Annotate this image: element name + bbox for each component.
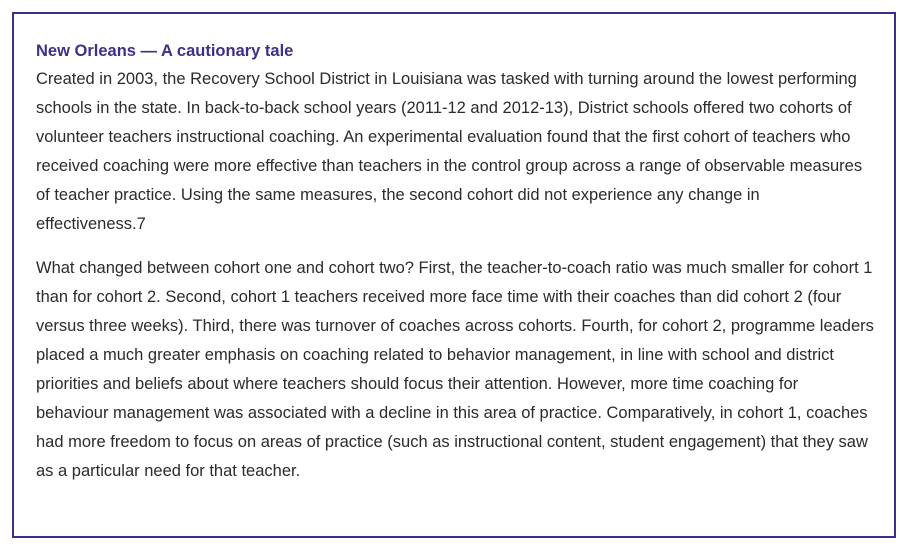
callout-box [12,12,896,538]
callout-paragraph-2: What changed between cohort one and cohort two? First, the teacher-to-coach ratio was much smaller for cohort 1 than for cohort 2. Second, cohort 1 teachers received more face time with their coaches than did cohort 2 (four versus three weeks). Third, there was turnover of coaches across cohorts. Fourth, for cohort 2, programme leaders placed a much greater emphasis on coaching related to behavior management, in line with school and district priorities and beliefs about where teachers should focus their attention. However, more time coaching for behaviour management was associated with a decline in this area of practice. Comparatively, in cohort 1, coaches had more freedom to focus on areas of practice (such as instructional content, student engagement) that they saw as a particular need for that teacher. [36,259,874,480]
callout-paragraph-1: Created in 2003, the Recovery School District in Louisiana was tasked with turning around the lowest performing schools in the state. In back-to-back school years (2011-12 and 2012-13), District schools offered two cohorts of volunteer teachers instructional coaching. An experimental evaluation found that the first cohort of teachers who received coaching were more effective than teachers in the control group across a range of observable measures of teacher practice. Using the same measures, the second cohort did not experience any change in effectiveness.7 [36,70,863,233]
callout-title: New Orleans — A cautionary tale [36,42,294,60]
